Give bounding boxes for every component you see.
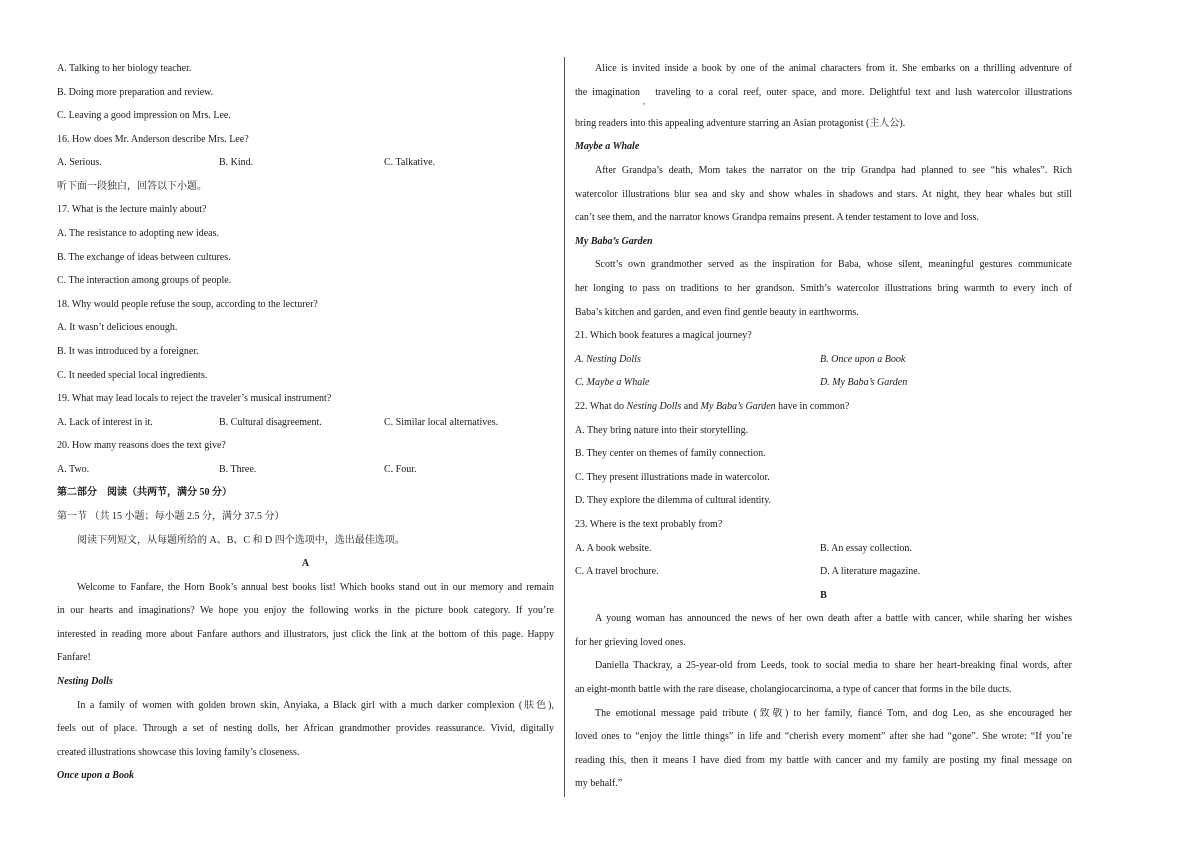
passage-a-label: A xyxy=(301,558,310,569)
q16-stem: 16. How does Mr. Anderson describe Mrs. Lee? xyxy=(57,134,249,145)
part2-title: 第二部分 阅读（共两节，满分 50 分） xyxy=(57,487,232,498)
q23-stem: 23. Where is the text probably from? xyxy=(575,519,723,530)
q18-option-b: B. It was introduced by a foreigner. xyxy=(57,346,199,357)
q16-option-a: A. Serious. xyxy=(57,157,102,168)
q17-option-c: C. The interaction among groups of people. xyxy=(57,275,232,286)
b3-line-3: reading this, then it means I have died from my battle with cancer and my family are posting my final message on xyxy=(575,755,1072,766)
whale-line-1: After Grandpa’s death, Mom takes the narrator on the trip Grandpa had planned to see “his whales”. Rich xyxy=(595,165,1072,176)
q17-option-b: B. The exchange of ideas between cultures. xyxy=(57,252,231,263)
nesting-line-1: In a family of women with golden brown skin, Anyiaka, a Black girl with a much darker complexion (肤色), xyxy=(77,700,554,711)
b3-line-1: The emotional message paid tribute (致敬) to her family, fiancé Tom, and dog Leo, as she encouraged her xyxy=(595,708,1072,719)
q22-stem-post: have in common? xyxy=(775,401,850,412)
q22-stem-title-2: My Baba’s Garden xyxy=(700,401,776,412)
q20-option-b: B. Three. xyxy=(219,464,257,475)
once-upon-a-book-title: Once upon a Book xyxy=(57,770,134,781)
q23-option-c: C. A travel brochure. xyxy=(575,566,659,577)
q15-option-b: B. Doing more preparation and review. xyxy=(57,87,214,98)
q18-stem: 18. Why would people refuse the soup, according to the lecturer? xyxy=(57,299,318,310)
b1-line-1: A young woman has announced the news of her own death after a battle with cancer, while sharing her wishes xyxy=(595,613,1072,624)
monologue-instruction: 听下面一段独白，回答以下小题。 xyxy=(57,181,207,192)
q22-option-d: D. They explore the dilemma of cultural identity. xyxy=(575,495,772,506)
q22-stem xyxy=(575,401,849,413)
once-line-3: bring readers into this appealing adventure starring an Asian protagonist (主人公). xyxy=(575,118,906,129)
q22-option-a: A. They bring nature into their storytelling. xyxy=(575,425,749,436)
intro-line-1: Welcome to Fanfare, the Horn Book’s annual best books list! Which books stand out in our memory and remain xyxy=(77,582,554,593)
baba-line-3: Baba’s kitchen and garden, and even find gentle beauty in earthworms. xyxy=(575,307,859,318)
q18-option-a: A. It wasn’t delicious enough. xyxy=(57,322,178,333)
q16-option-c: C. Talkative. xyxy=(384,157,436,168)
once-line-2: the imagination traveling to a coral reef, outer space, and more. Delightful text and lush watercolor illustrations xyxy=(575,87,1072,98)
q23-option-b: B. An essay collection. xyxy=(820,543,912,554)
baba-line-2: her longing to pass on traditions to her grandson. Smith’s watercolor illustrations bring warmth to every inch of xyxy=(575,283,1072,294)
nesting-line-3: created illustrations showcase this loving family’s closeness. xyxy=(57,747,300,758)
once-line-1: Alice is invited inside a book by one of the animal characters from it. She embarks on a thrilling adventure of xyxy=(595,63,1072,74)
whale-line-2: watercolor illustrations blur sea and sky and show whales in shadows and stars. At night, they hear whales but still xyxy=(575,189,1072,200)
q19-stem: 19. What may lead locals to reject the traveler’s musical instrument? xyxy=(57,393,332,404)
maybe-a-whale-title: Maybe a Whale xyxy=(575,141,640,152)
q15-option-c: C. Leaving a good impression on Mrs. Lee. xyxy=(57,110,231,121)
q21-option-b: B. Once upon a Book xyxy=(820,354,906,365)
reading-instruction: 阅读下列短文，从每题所给的 A、B、C 和 D 四个选项中，选出最佳选项。 xyxy=(77,535,405,546)
q23-option-d: D. A literature magazine. xyxy=(820,566,921,577)
passage-b-label: B xyxy=(820,590,827,601)
q20-option-c: C. Four. xyxy=(384,464,417,475)
b2-line-2: an eight-month battle with the rare disease, cholangiocarcinoma, a type of cancer that forms in the bile ducts. xyxy=(575,684,1012,695)
q20-option-a: A. Two. xyxy=(57,464,90,475)
q23-option-a: A. A book website. xyxy=(575,543,652,554)
q17-option-a: A. The resistance to adopting new ideas. xyxy=(57,228,219,239)
stray-mark: , xyxy=(643,97,645,106)
q22-stem-title-1: Nesting Dolls xyxy=(626,401,682,412)
b3-line-2: loved ones to “enjoy the little things” in life and “cherish every moment” after she had “gone”. She wrote: “If you’re xyxy=(575,731,1072,742)
intro-line-4: Fanfare! xyxy=(57,652,91,663)
b3-line-4: my behalf.” xyxy=(575,778,623,789)
q21-option-c: C. Maybe a Whale xyxy=(575,377,650,388)
intro-line-3: interested in reading more about Fanfare authors and illustrators, just click the link at the bottom of this page. Happy xyxy=(57,629,554,640)
q19-option-a: A. Lack of interest in it. xyxy=(57,417,153,428)
column-divider xyxy=(564,57,565,797)
nesting-line-2: feels out of place. Through a set of nesting dolls, her African grandmother provides reassurance. Vivid, digitally xyxy=(57,723,554,734)
section1-title: 第一节 （共 15 小题；每小题 2.5 分，满分 37.5 分） xyxy=(57,511,285,522)
q22-option-c: C. They present illustrations made in watercolor. xyxy=(575,472,770,483)
nesting-dolls-title: Nesting Dolls xyxy=(57,676,113,687)
q21-option-a: A. Nesting Dolls xyxy=(575,354,641,365)
q22-stem-pre: 22. What do xyxy=(575,401,627,412)
b1-line-2: for her grieving loved ones. xyxy=(575,637,686,648)
q22-option-b: B. They center on themes of family connection. xyxy=(575,448,766,459)
whale-line-3: can’t see them, and the narrator knows Grandpa remains present. A tender testament to love and loss. xyxy=(575,212,979,223)
q20-stem: 20. How many reasons does the text give? xyxy=(57,440,226,451)
baba-line-1: Scott’s own grandmother served as the inspiration for Baba, whose silent, meaningful gestures communicate xyxy=(595,259,1072,270)
q19-option-c: C. Similar local alternatives. xyxy=(384,417,499,428)
q17-stem: 17. What is the lecture mainly about? xyxy=(57,204,207,215)
q18-option-c: C. It needed special local ingredients. xyxy=(57,370,208,381)
q16-option-b: B. Kind. xyxy=(219,157,254,168)
b2-line-1: Daniella Thackray, a 25-year-old from Leeds, took to social media to share her heart-breaking final words, after xyxy=(595,660,1072,671)
my-babas-garden-title: My Baba’s Garden xyxy=(575,236,653,247)
q15-option-a: A. Talking to her biology teacher. xyxy=(57,63,192,74)
q21-stem: 21. Which book features a magical journey? xyxy=(575,330,752,341)
q21-option-d: D. My Baba’s Garden xyxy=(820,377,908,388)
q19-option-b: B. Cultural disagreement. xyxy=(219,417,322,428)
q22-stem-mid: and xyxy=(681,401,701,412)
intro-line-2: in our hearts and imaginations? We hope you enjoy the following works in the picture book category. If you’re xyxy=(57,605,554,616)
